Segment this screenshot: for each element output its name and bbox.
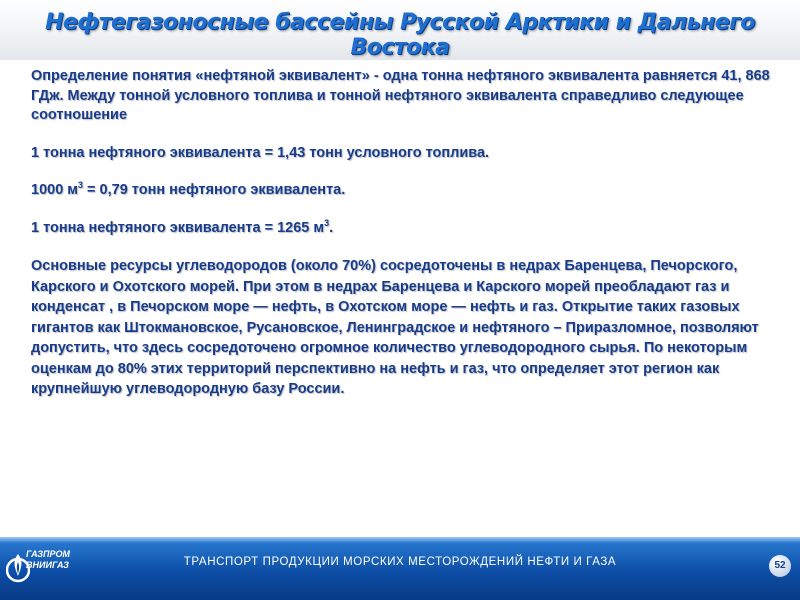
footer-caption: ТРАНСПОРТ ПРОДУКЦИИ МОРСКИХ МЕСТОРОЖДЕНИЙ НЕФТИ И ГАЗА	[183, 556, 617, 568]
definition-paragraph: Определение понятия «нефтяной эквивалент» - одна тонна нефтяного эквивалента равняется 41, 868 ГДж. Между тонной условного топлива и тонной нефтяного эквивалента справедливо следующее соотношение	[31, 68, 770, 123]
equation-1: 1 тонна нефтяного эквивалента = 1,43 тонн условного топлива.	[31, 144, 490, 161]
resources-paragraph: Основные ресурсы углеводородов (около 70%) сосредоточены в недрах Баренцева, Печорского, Карского и Охотского морей. При этом в недрах Баренцева и Карского морей преобладают газ и конденсат , в Печорском море — нефть, в Охотском море — нефть и газ. Открытие таких газовых гигантов как Штокмановское, Русановское, Ленинградское и нефтяного – Приразломное, позволяют допустить, что здесь сосредоточено огромное количество углеводородного сырья. По некоторым оценкам до 80% этих территорий перспективно на нефть и газ, что определяет этот регион как крупнейшую углеводородную базу России.	[31, 258, 759, 397]
logo-line-2: ВНИИГАЗ	[26, 560, 69, 570]
slide-title: Нефтегазоносные бассейны Русской Арктики и Дальнего Востока	[45, 10, 755, 60]
logo-line-1: ГАЗПРОМ	[26, 549, 70, 559]
equation-2-end: = 0,79 тонн нефтяного эквивалента.	[83, 182, 346, 198]
equation-3-end: .	[329, 219, 334, 236]
equation-2-superscript: 3	[78, 180, 84, 191]
equation-2-start: 1000 м	[31, 182, 79, 198]
equation-3	[31, 219, 791, 239]
footer-bar	[0, 537, 800, 600]
equation-2	[31, 181, 791, 201]
page-number-badge: 52	[769, 555, 791, 577]
slide-content	[31, 67, 791, 400]
footer-shine	[0, 537, 800, 543]
equation-3-superscript: 3	[324, 217, 330, 228]
equation-3-start: 1 тонна нефтяного эквивалента = 1265 м	[31, 219, 325, 236]
